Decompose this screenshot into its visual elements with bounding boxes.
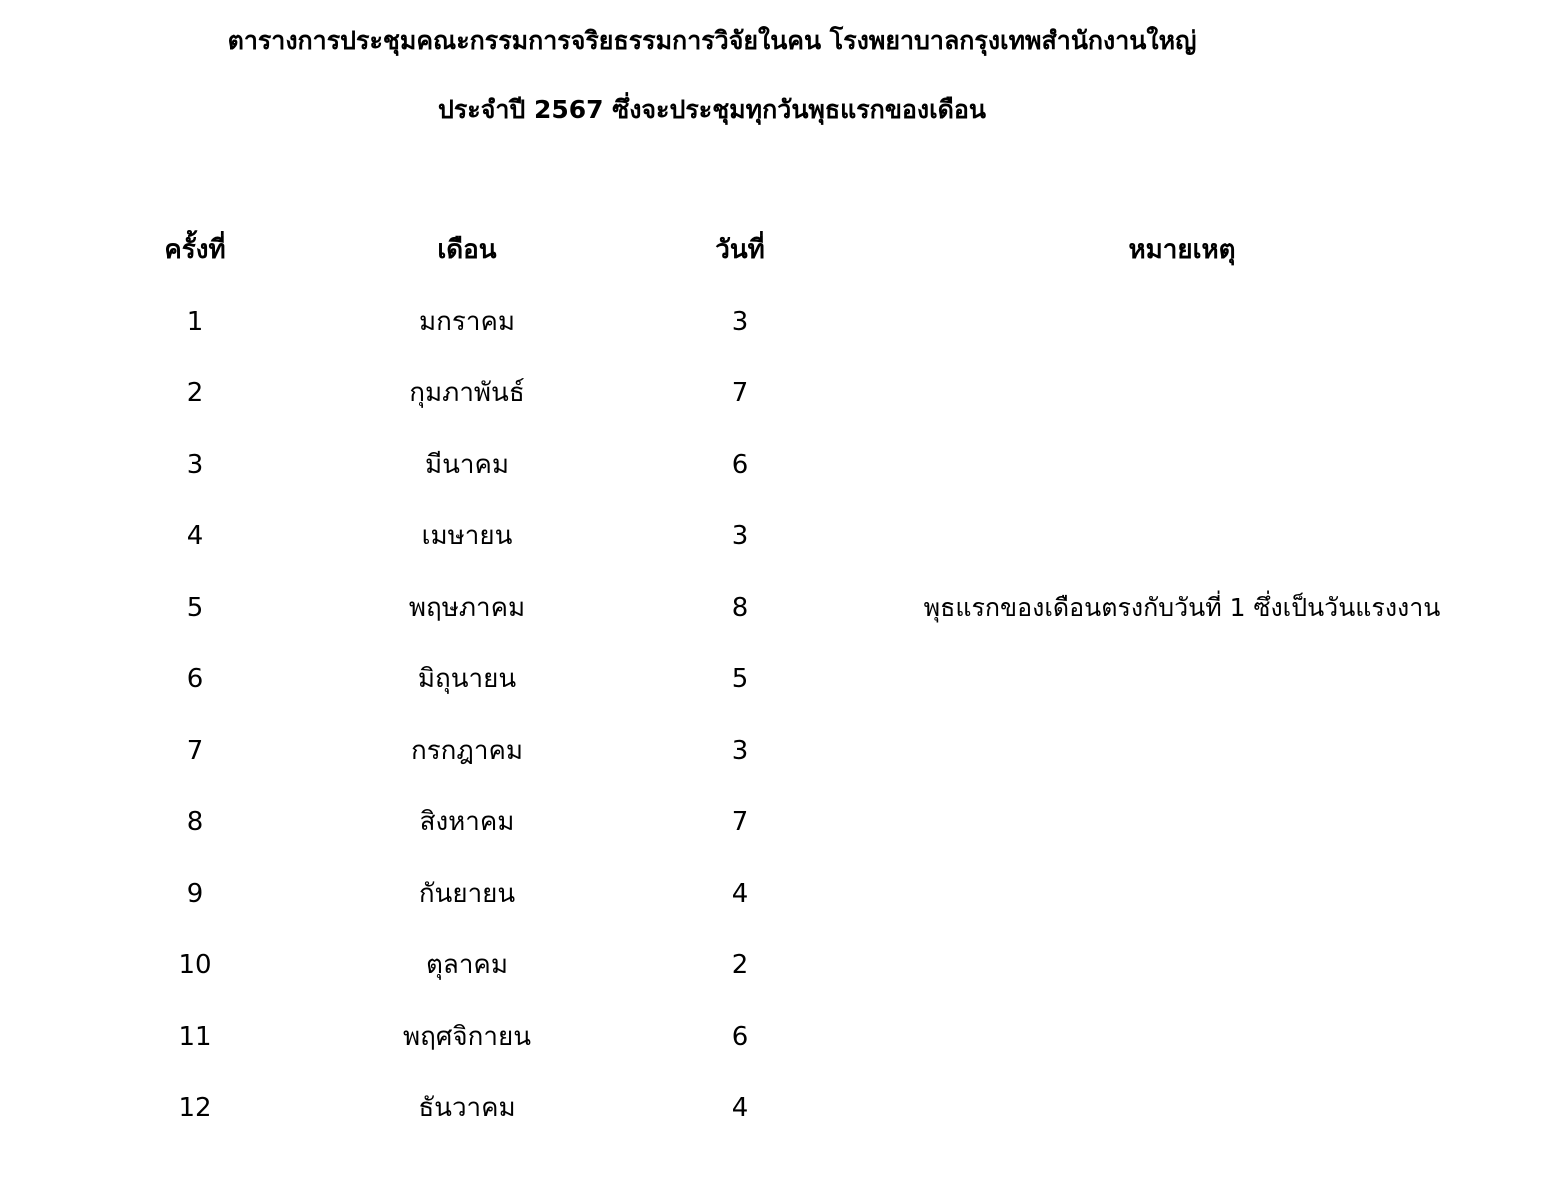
cell-day: 6 [731,449,749,480]
table-row [90,1073,1518,1145]
cell-day: 3 [731,735,749,766]
cell-note: พุธแรกของเดือนตรงกับวันที่ 1 ซึ่งเป็นวันแรงงาน [923,592,1441,622]
cell-no: 9 [186,878,204,909]
header-no: ครั้งที่ [164,235,226,265]
cell-day: 3 [731,521,749,552]
cell-day: 4 [731,878,749,909]
cell-no: 8 [186,807,204,838]
cell-note [846,286,1518,358]
cell-note [846,715,1518,787]
cell-no: 4 [186,521,204,552]
cell-note [846,1001,1518,1073]
cell-note [846,644,1518,716]
cell-month: มิถุนายน [417,664,517,695]
cell-month: พฤศจิกายน [403,1021,531,1052]
table-row [90,501,1518,573]
cell-no: 5 [186,592,204,623]
cell-day: 6 [731,1021,749,1052]
cell-month: มีนาคม [424,449,510,480]
cell-month: เมษายน [421,521,513,552]
cell-month: มกราคม [419,306,515,337]
table-row [90,644,1518,716]
cell-no: 12 [178,1093,212,1124]
table-row [90,715,1518,787]
cell-month: กรกฎาคม [410,735,524,766]
cell-note [846,501,1518,573]
table-row [90,429,1518,501]
document-title: ตารางการประชุมคณะกรรมการจริยธรรมการวิจัยในคน โรงพยาบาลกรุงเทพสำนักงานใหญ่ [227,26,1197,55]
header-day: วันที่ [715,235,765,265]
cell-day: 7 [731,378,749,409]
table-row [90,858,1518,930]
header-month: เดือน [437,235,497,265]
cell-note [846,1073,1518,1145]
cell-no: 10 [178,950,212,981]
table-row [90,930,1518,1002]
cell-month: ตุลาคม [426,950,508,981]
cell-day: 5 [731,664,749,695]
cell-month: กันยายน [418,878,516,909]
cell-day: 8 [731,592,749,623]
cell-note [846,358,1518,430]
cell-no: 6 [186,664,204,695]
cell-month: สิงหาคม [419,807,515,838]
meeting-schedule-table [90,214,1518,1144]
cell-day: 7 [731,807,749,838]
cell-month: พฤษภาคม [408,592,526,623]
cell-no: 11 [178,1021,212,1052]
cell-note [846,787,1518,859]
cell-note [846,858,1518,930]
cell-note [846,930,1518,1002]
cell-day: 4 [731,1093,749,1124]
cell-no: 2 [186,378,204,409]
cell-no: 1 [186,306,204,337]
table-header-row [90,214,1518,286]
table-row [90,787,1518,859]
cell-day: 3 [731,306,749,337]
cell-no: 3 [186,449,204,480]
table-row [90,1001,1518,1073]
cell-month: กุมภาพันธ์ [409,378,525,409]
cell-day: 2 [731,950,749,981]
cell-no: 7 [186,735,204,766]
table-row [90,358,1518,430]
table-row [90,572,1518,644]
table-row [90,286,1518,358]
cell-note [846,429,1518,501]
cell-month: ธันวาคม [418,1093,516,1124]
header-note: หมายเหตุ [1128,235,1236,265]
document-subtitle: ประจำปี 2567 ซึ่งจะประชุมทุกวันพุธแรกของเดือน [437,95,987,124]
